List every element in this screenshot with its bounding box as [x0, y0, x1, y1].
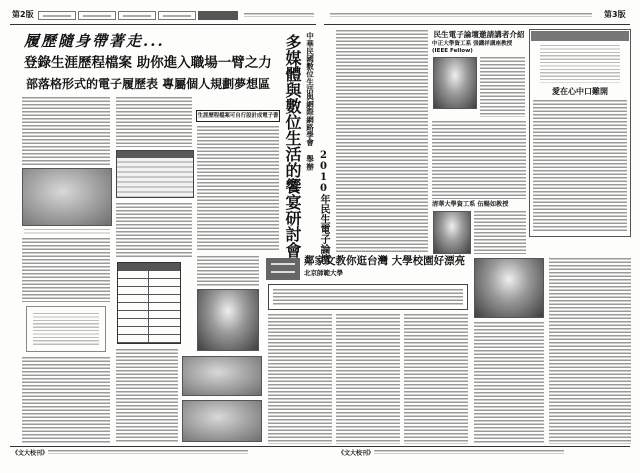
speaker-bio-text	[480, 57, 525, 117]
section-tab	[38, 11, 76, 20]
column-header-band	[531, 31, 629, 41]
header-rule	[10, 24, 316, 25]
article-text-column	[116, 349, 178, 443]
header-text	[330, 13, 592, 17]
article-text-column	[22, 97, 110, 165]
page-number-left: 第2版	[12, 10, 34, 19]
article-text-column	[336, 314, 400, 444]
section-tab	[78, 11, 116, 20]
section-tab	[118, 11, 156, 20]
page-number-right: 第3版	[604, 10, 626, 19]
column-text	[533, 100, 627, 232]
section-label-box	[266, 258, 300, 280]
forum-event-vertical: 2010年民生電子論壇	[318, 150, 329, 264]
campus-intro-box	[268, 284, 468, 310]
speakers-heading: 民生電子論壇邀請講者介紹	[433, 30, 525, 39]
article-text-column	[549, 258, 631, 444]
footer-right-text	[374, 450, 564, 454]
section-label-mark	[271, 271, 295, 273]
photo-students-at-computers	[22, 168, 112, 226]
speaker-1-label: 中正大學資工系 張鐵祥講座教授 (IEEE Fellow)	[432, 41, 513, 54]
section-tab	[158, 11, 196, 20]
illustration-panel	[26, 306, 106, 352]
campus-headline: 鄰家文教你逛台灣 大學校園好漂亮	[304, 255, 466, 267]
photo-caption	[24, 229, 110, 234]
photo-speaker-2	[433, 211, 471, 254]
article-text-column	[268, 314, 332, 444]
portfolio-form-table	[117, 262, 181, 344]
photo-woman-portrait	[474, 258, 544, 318]
photo-portfolio-sample	[182, 400, 262, 442]
article-subheadline: 部落格形式的電子履歷表 專屬個人規劃夢想區	[26, 77, 271, 91]
article-text-column	[336, 30, 428, 252]
column-illustration	[540, 45, 620, 83]
footer-right-label: 《文大校刊》	[338, 450, 375, 457]
photo-eportfolio-screenshot	[116, 150, 194, 198]
forum-headline-vertical: 多媒體與數位生活的饗宴研討會	[283, 34, 302, 258]
illustration-sketch	[33, 313, 99, 345]
speaker-bio-text	[432, 121, 526, 199]
photo-student-portrait	[197, 289, 259, 351]
article-text-column	[197, 126, 279, 252]
campus-subheadline: 北京師範大學	[304, 269, 343, 277]
article-text-column	[116, 97, 192, 147]
footer-left-text	[48, 450, 248, 454]
boxed-caption: 生涯歷程檔案可自行設計成電子書	[196, 110, 280, 122]
photo-portfolio-sample	[182, 356, 262, 396]
header-text	[244, 13, 314, 17]
section-tab-active	[198, 11, 238, 20]
section-label-mark	[271, 263, 295, 265]
article-headline: 登錄生涯歷程檔案 助你進入職場一臂之力	[24, 55, 272, 71]
article-text-column	[22, 357, 110, 443]
footer-rule	[10, 446, 630, 447]
footer-left-label: 《文大校刊》	[12, 450, 49, 457]
article-kicker: 履歷隨身帶著走...	[24, 32, 165, 50]
article-text-column	[22, 238, 110, 302]
speaker-2-label: 清華大學資工系 伍暢如教授	[432, 201, 509, 208]
article-text-column	[404, 314, 468, 444]
header-rule	[324, 24, 630, 25]
forum-organizer-vertical: 中華民國數位生活與網際網路學會 舉辦	[305, 32, 315, 171]
article-text-column	[116, 203, 192, 259]
campus-intro-text	[273, 289, 463, 305]
column-title: 愛在心中口難開	[552, 86, 608, 96]
speaker-bio-text	[474, 211, 526, 254]
article-text-column	[474, 322, 544, 444]
photo-speaker-1	[433, 57, 477, 109]
article-text-column	[197, 256, 259, 286]
